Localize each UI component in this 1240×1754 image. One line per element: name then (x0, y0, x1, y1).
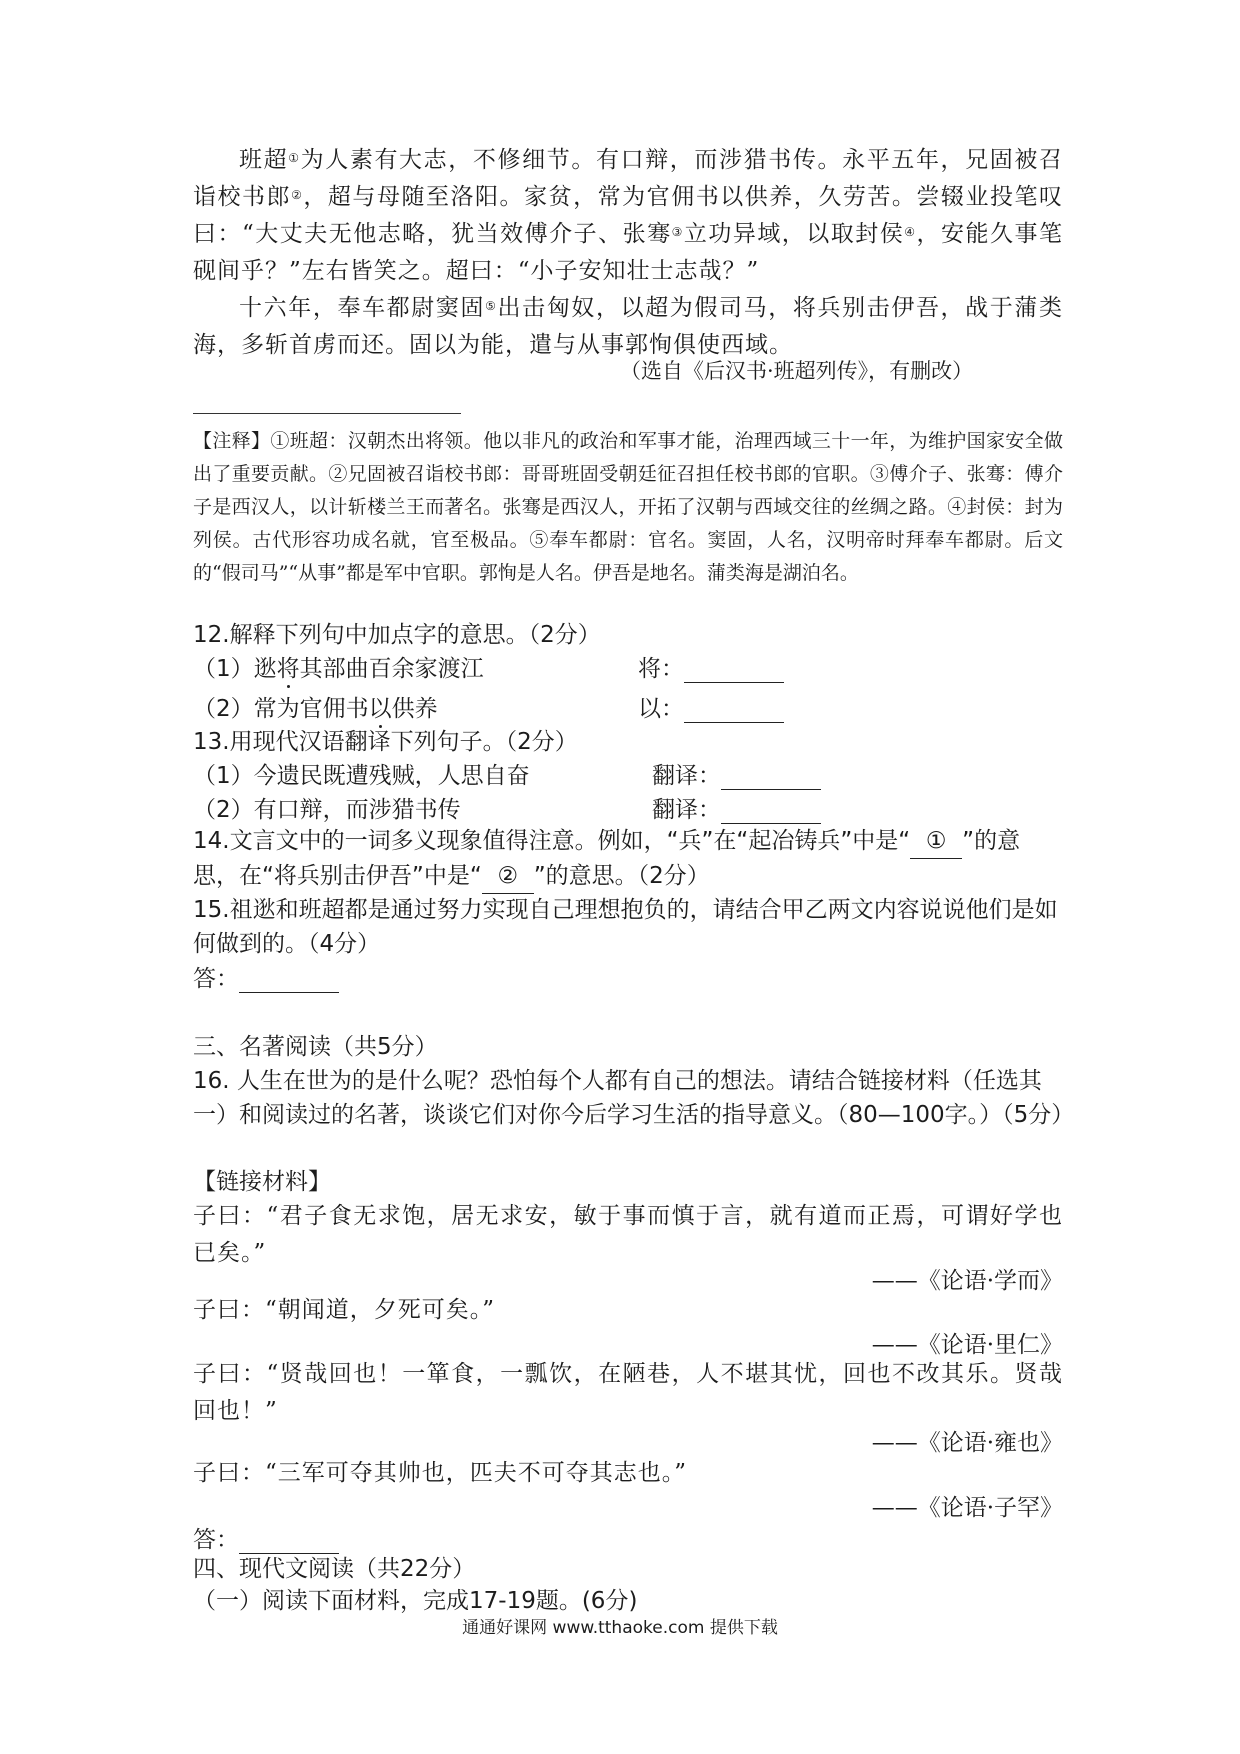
question-16: 16. 人生在世为的是什么呢？恐怕每个人都有自己的想法。请结合链接材料（任选其一）和阅读过的名著，谈谈它们对你今后学习生活的指导意义。（80—100字。）（5分） (193, 1068, 1075, 1128)
quote-1: 子曰：“君子食无求饱，居无求安，敏于事而慎于言，就有道而正焉，可谓好学也已矣。” (193, 1203, 1063, 1266)
question-13-item-2: （2）有口辩，而涉猎书传 (193, 797, 461, 823)
quote-3: 子曰：“贤哉回也！一箪食，一瓢饮，在陋巷，人不堪其忧，回也不改其乐。贤哉回也！” (193, 1361, 1063, 1424)
footnote-mark: ⑤ (485, 299, 498, 313)
blank-1[interactable]: ① (910, 824, 962, 859)
question-12-stem: 12.解释下列句中加点字的意思。（2分） (193, 622, 601, 648)
passage-source: （选自《后汉书·班超列传》，有删改） (620, 359, 974, 383)
answer-field-15[interactable]: 答： (193, 960, 339, 993)
section-4-title: 四、现代文阅读（共22分） (193, 1556, 476, 1582)
annotations: 【注释】①班超：汉朝杰出将领。他以非凡的政治和军事才能，治理西域三十一年，为维护国家安全做出了重要贡献。②兄固被召诣校书郎：哥哥班固受朝廷征召担任校书郎的官职。③傅介子、张骞：傅介子是西汉人，以计斩楼兰王而著名。张骞是西汉人，开拓了汉朝与西域交往的丝绸之路。④封侯：封为列侯。古代形容功成名就，官至极品。⑤奉车都尉：官名。窦固，人名，汉明帝时拜奉车都尉。后文的“假司马”“从事”都是军中官职。郭恂是人名。伊吾是地名。蒲类海是湖泊名。 (193, 430, 1063, 584)
section-4-subtitle: （一）阅读下面材料，完成17-19题。(6分) (193, 1588, 638, 1614)
link-material-title: 【链接材料】 (193, 1169, 331, 1195)
passage-paragraph-2: 十六年，奉车都尉窦固⑤出击匈奴，以超为假司马，将兵别击伊吾，战于蒲类海，多斩首虏而还。固以为能，遣与从事郭恂俱使西域。 (193, 295, 1064, 358)
question-12-item-2: （2）常为官佣书以供养 (193, 696, 438, 722)
answer-field-12-1[interactable]: 将： (638, 650, 784, 683)
question-14: 14.文言文中的一词多义现象值得注意。例如，“兵”在“起冶铸兵”中是“ ① ”的意思，在“将兵别击伊吾”中是“ ② ”的意思。（2分） (193, 824, 1063, 894)
footnote-mark: ④ (904, 225, 917, 239)
answer-blank[interactable] (684, 696, 784, 723)
answer-blank[interactable] (721, 797, 821, 824)
quote-2: 子曰：“朝闻道，夕死可矣。” (193, 1297, 496, 1323)
blank-2[interactable]: ② (482, 859, 534, 894)
quote-4-citation: ——《论语·子罕》 (871, 1495, 1063, 1521)
answer-blank[interactable] (721, 763, 821, 790)
dotted-char: 将 (276, 656, 300, 682)
question-13-stem: 13.用现代汉语翻译下列句子。（2分） (193, 729, 578, 755)
question-12-item-1: （1）逖将其部曲百余家渡江 (193, 656, 484, 682)
answer-field-16[interactable]: 答： (193, 1521, 339, 1554)
passage-paragraph-1: 班超①为人素有大志，不修细节。有口辩，而涉猎书传。永平五年，兄固被召诣校书郎②，超与母随至洛阳。家贫，常为官佣书以供养，久劳苦。尝辍业投笔叹曰：“大丈夫无他志略，犹当效傅介子、张骞③立功异域，以取封侯④，安能久事笔砚间乎？”左右皆笑之。超曰：“小子安知壮士志哉？” (193, 147, 1064, 284)
question-15: 15.祖逖和班超都是通过努力实现自己理想抱负的，请结合甲乙两文内容说说他们是如何做到的。（4分） (193, 897, 1058, 957)
question-13-item-1: （1）今遗民既遭残贼，人思自奋 (193, 763, 530, 789)
quote-1-citation: ——《论语·学而》 (871, 1268, 1063, 1294)
quote-4: 子曰：“三军可夺其帅也，匹夫不可夺其志也。” (193, 1460, 688, 1486)
dotted-char: 以 (368, 696, 392, 722)
footnote-mark: ② (291, 188, 304, 202)
page-footer: 通通好课网 www.tthaoke.com 提供下载 (462, 1618, 778, 1638)
footnote-mark: ③ (671, 225, 684, 239)
section-3-title: 三、名著阅读（共5分） (193, 1034, 438, 1060)
footnote-mark: ① (288, 151, 301, 165)
answer-field-13-2[interactable]: 翻译： (652, 791, 821, 824)
answer-blank[interactable] (239, 966, 339, 993)
answer-field-13-1[interactable]: 翻译： (652, 757, 821, 790)
classical-passage (193, 142, 1063, 364)
answer-blank[interactable] (684, 656, 784, 683)
quote-3-citation: ——《论语·雍也》 (871, 1430, 1063, 1456)
answer-field-12-2[interactable]: 以： (638, 690, 784, 723)
answer-blank[interactable] (239, 1527, 339, 1554)
notes-divider (193, 413, 461, 414)
quote-2-citation: ——《论语·里仁》 (871, 1332, 1063, 1358)
